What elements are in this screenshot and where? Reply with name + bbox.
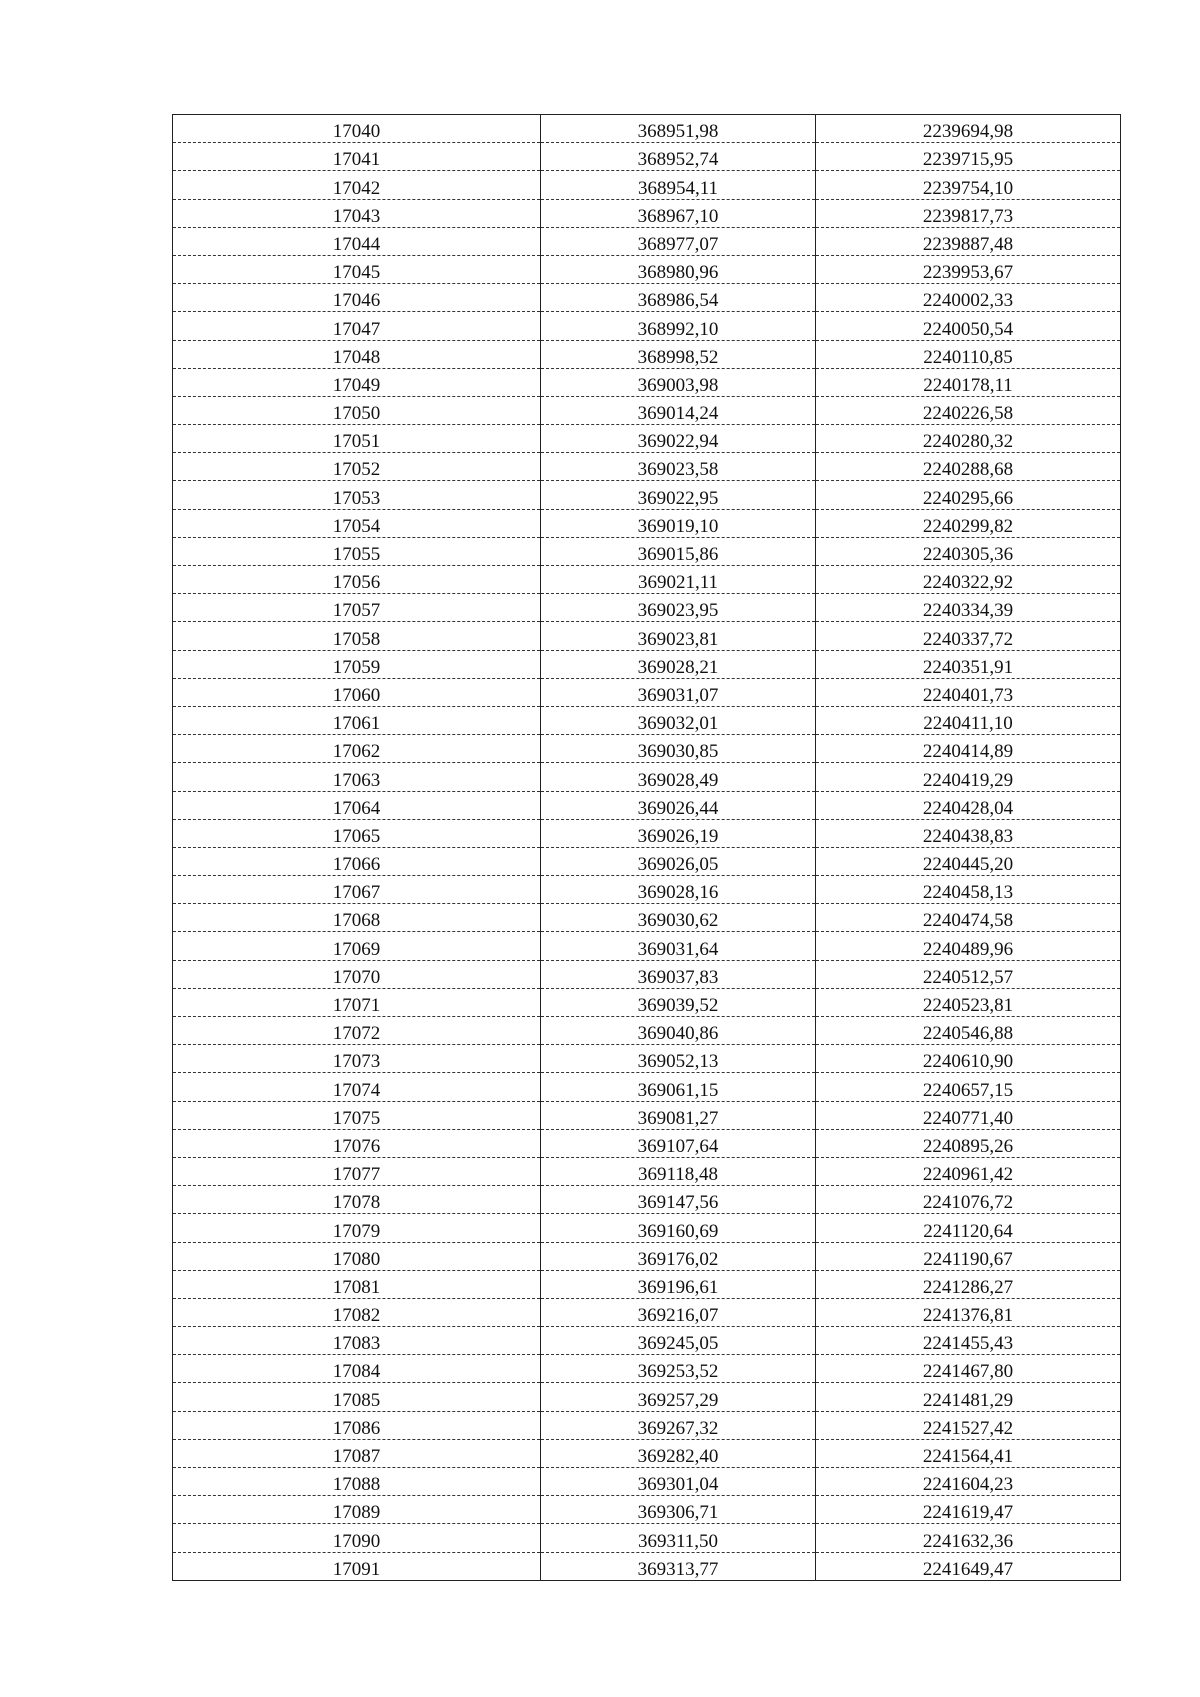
point-number-cell: 17048 [173, 340, 541, 368]
x-coordinate-cell: 368992,10 [541, 312, 816, 340]
point-number-cell: 17064 [173, 791, 541, 819]
y-coordinate-cell: 2240050,54 [816, 312, 1121, 340]
table-row [173, 594, 1121, 622]
y-coordinate-cell: 2239953,67 [816, 255, 1121, 283]
y-coordinate-cell: 2240226,58 [816, 396, 1121, 424]
x-coordinate-cell: 369196,61 [541, 1270, 816, 1298]
point-number-cell: 17071 [173, 988, 541, 1016]
point-number-cell: 17090 [173, 1524, 541, 1552]
table-row [173, 312, 1121, 340]
coordinates-table [172, 114, 1121, 1581]
table-row [173, 566, 1121, 594]
table-row [173, 1129, 1121, 1157]
x-coordinate-cell: 369313,77 [541, 1552, 816, 1580]
y-coordinate-cell: 2241649,47 [816, 1552, 1121, 1580]
point-number-cell: 17068 [173, 904, 541, 932]
y-coordinate-cell: 2240657,15 [816, 1073, 1121, 1101]
x-coordinate-cell: 369031,64 [541, 932, 816, 960]
point-number-cell: 17080 [173, 1242, 541, 1270]
table-row [173, 735, 1121, 763]
y-coordinate-cell: 2240337,72 [816, 622, 1121, 650]
table-row [173, 368, 1121, 396]
x-coordinate-cell: 369021,11 [541, 566, 816, 594]
point-number-cell: 17065 [173, 819, 541, 847]
y-coordinate-cell: 2239817,73 [816, 199, 1121, 227]
point-number-cell: 17057 [173, 594, 541, 622]
x-coordinate-cell: 368998,52 [541, 340, 816, 368]
point-number-cell: 17076 [173, 1129, 541, 1157]
x-coordinate-cell: 369030,62 [541, 904, 816, 932]
table-row [173, 1157, 1121, 1185]
x-coordinate-cell: 369023,81 [541, 622, 816, 650]
table-row [173, 171, 1121, 199]
y-coordinate-cell: 2241564,41 [816, 1439, 1121, 1467]
y-coordinate-cell: 2240401,73 [816, 678, 1121, 706]
y-coordinate-cell: 2240414,89 [816, 735, 1121, 763]
x-coordinate-cell: 369176,02 [541, 1242, 816, 1270]
table-row [173, 847, 1121, 875]
point-number-cell: 17041 [173, 143, 541, 171]
point-number-cell: 17079 [173, 1214, 541, 1242]
table-row [173, 255, 1121, 283]
x-coordinate-cell: 369081,27 [541, 1101, 816, 1129]
y-coordinate-cell: 2240523,81 [816, 988, 1121, 1016]
table-row [173, 932, 1121, 960]
y-coordinate-cell: 2240419,29 [816, 763, 1121, 791]
y-coordinate-cell: 2240178,11 [816, 368, 1121, 396]
point-number-cell: 17044 [173, 227, 541, 255]
table-row [173, 1439, 1121, 1467]
point-number-cell: 17051 [173, 425, 541, 453]
y-coordinate-cell: 2240438,83 [816, 819, 1121, 847]
y-coordinate-cell: 2239754,10 [816, 171, 1121, 199]
x-coordinate-cell: 369147,56 [541, 1186, 816, 1214]
y-coordinate-cell: 2240322,92 [816, 566, 1121, 594]
y-coordinate-cell: 2240288,68 [816, 453, 1121, 481]
point-number-cell: 17091 [173, 1552, 541, 1580]
point-number-cell: 17074 [173, 1073, 541, 1101]
y-coordinate-cell: 2240280,32 [816, 425, 1121, 453]
point-number-cell: 17053 [173, 481, 541, 509]
table-row [173, 1298, 1121, 1326]
x-coordinate-cell: 369257,29 [541, 1383, 816, 1411]
point-number-cell: 17089 [173, 1496, 541, 1524]
x-coordinate-cell: 369022,94 [541, 425, 816, 453]
point-number-cell: 17047 [173, 312, 541, 340]
x-coordinate-cell: 368954,11 [541, 171, 816, 199]
y-coordinate-cell: 2241376,81 [816, 1298, 1121, 1326]
point-number-cell: 17061 [173, 706, 541, 734]
point-number-cell: 17085 [173, 1383, 541, 1411]
point-number-cell: 17078 [173, 1186, 541, 1214]
point-number-cell: 17067 [173, 876, 541, 904]
y-coordinate-cell: 2240295,66 [816, 481, 1121, 509]
x-coordinate-cell: 369003,98 [541, 368, 816, 396]
x-coordinate-cell: 368980,96 [541, 255, 816, 283]
point-number-cell: 17086 [173, 1411, 541, 1439]
x-coordinate-cell: 369245,05 [541, 1327, 816, 1355]
y-coordinate-cell: 2240771,40 [816, 1101, 1121, 1129]
point-number-cell: 17055 [173, 537, 541, 565]
y-coordinate-cell: 2240961,42 [816, 1157, 1121, 1185]
table-row [173, 396, 1121, 424]
x-coordinate-cell: 369026,05 [541, 847, 816, 875]
point-number-cell: 17042 [173, 171, 541, 199]
table-row [173, 1468, 1121, 1496]
table-row [173, 1411, 1121, 1439]
x-coordinate-cell: 369028,16 [541, 876, 816, 904]
x-coordinate-cell: 369014,24 [541, 396, 816, 424]
y-coordinate-cell: 2240334,39 [816, 594, 1121, 622]
coordinates-table-body [173, 115, 1121, 1581]
point-number-cell: 17084 [173, 1355, 541, 1383]
x-coordinate-cell: 368951,98 [541, 115, 816, 143]
table-row [173, 876, 1121, 904]
y-coordinate-cell: 2241467,80 [816, 1355, 1121, 1383]
point-number-cell: 17077 [173, 1157, 541, 1185]
x-coordinate-cell: 368977,07 [541, 227, 816, 255]
x-coordinate-cell: 369052,13 [541, 1045, 816, 1073]
y-coordinate-cell: 2239694,98 [816, 115, 1121, 143]
x-coordinate-cell: 369118,48 [541, 1157, 816, 1185]
y-coordinate-cell: 2241190,67 [816, 1242, 1121, 1270]
table-row [173, 284, 1121, 312]
x-coordinate-cell: 369026,19 [541, 819, 816, 847]
y-coordinate-cell: 2241286,27 [816, 1270, 1121, 1298]
y-coordinate-cell: 2241481,29 [816, 1383, 1121, 1411]
x-coordinate-cell: 369019,10 [541, 509, 816, 537]
table-row [173, 509, 1121, 537]
x-coordinate-cell: 369301,04 [541, 1468, 816, 1496]
x-coordinate-cell: 369030,85 [541, 735, 816, 763]
point-number-cell: 17066 [173, 847, 541, 875]
point-number-cell: 17056 [173, 566, 541, 594]
x-coordinate-cell: 369023,58 [541, 453, 816, 481]
point-number-cell: 17040 [173, 115, 541, 143]
x-coordinate-cell: 369037,83 [541, 960, 816, 988]
point-number-cell: 17083 [173, 1327, 541, 1355]
table-row [173, 678, 1121, 706]
table-row [173, 1242, 1121, 1270]
x-coordinate-cell: 368952,74 [541, 143, 816, 171]
y-coordinate-cell: 2240299,82 [816, 509, 1121, 537]
y-coordinate-cell: 2241619,47 [816, 1496, 1121, 1524]
point-number-cell: 17059 [173, 650, 541, 678]
y-coordinate-cell: 2240411,10 [816, 706, 1121, 734]
y-coordinate-cell: 2241632,36 [816, 1524, 1121, 1552]
x-coordinate-cell: 369253,52 [541, 1355, 816, 1383]
table-row [173, 763, 1121, 791]
x-coordinate-cell: 369160,69 [541, 1214, 816, 1242]
x-coordinate-cell: 369022,95 [541, 481, 816, 509]
point-number-cell: 17087 [173, 1439, 541, 1467]
table-row [173, 650, 1121, 678]
y-coordinate-cell: 2240458,13 [816, 876, 1121, 904]
point-number-cell: 17052 [173, 453, 541, 481]
point-number-cell: 17075 [173, 1101, 541, 1129]
table-row [173, 340, 1121, 368]
table-row [173, 622, 1121, 650]
y-coordinate-cell: 2240002,33 [816, 284, 1121, 312]
table-row [173, 1101, 1121, 1129]
y-coordinate-cell: 2240474,58 [816, 904, 1121, 932]
table-row [173, 1383, 1121, 1411]
x-coordinate-cell: 369028,21 [541, 650, 816, 678]
y-coordinate-cell: 2241527,42 [816, 1411, 1121, 1439]
x-coordinate-cell: 368986,54 [541, 284, 816, 312]
table-row [173, 1327, 1121, 1355]
x-coordinate-cell: 369028,49 [541, 763, 816, 791]
point-number-cell: 17043 [173, 199, 541, 227]
y-coordinate-cell: 2240351,91 [816, 650, 1121, 678]
point-number-cell: 17069 [173, 932, 541, 960]
table-row [173, 1524, 1121, 1552]
table-row [173, 706, 1121, 734]
point-number-cell: 17054 [173, 509, 541, 537]
table-row [173, 1355, 1121, 1383]
x-coordinate-cell: 369311,50 [541, 1524, 816, 1552]
y-coordinate-cell: 2239715,95 [816, 143, 1121, 171]
table-row [173, 1496, 1121, 1524]
y-coordinate-cell: 2241604,23 [816, 1468, 1121, 1496]
table-row [173, 988, 1121, 1016]
point-number-cell: 17073 [173, 1045, 541, 1073]
y-coordinate-cell: 2241455,43 [816, 1327, 1121, 1355]
table-row [173, 1214, 1121, 1242]
table-row [173, 1073, 1121, 1101]
point-number-cell: 17049 [173, 368, 541, 396]
x-coordinate-cell: 369040,86 [541, 1017, 816, 1045]
y-coordinate-cell: 2241076,72 [816, 1186, 1121, 1214]
x-coordinate-cell: 368967,10 [541, 199, 816, 227]
point-number-cell: 17045 [173, 255, 541, 283]
x-coordinate-cell: 369023,95 [541, 594, 816, 622]
y-coordinate-cell: 2240895,26 [816, 1129, 1121, 1157]
y-coordinate-cell: 2240305,36 [816, 537, 1121, 565]
point-number-cell: 17082 [173, 1298, 541, 1326]
point-number-cell: 17072 [173, 1017, 541, 1045]
table-row [173, 115, 1121, 143]
y-coordinate-cell: 2239887,48 [816, 227, 1121, 255]
table-row [173, 453, 1121, 481]
point-number-cell: 17060 [173, 678, 541, 706]
y-coordinate-cell: 2240445,20 [816, 847, 1121, 875]
table-row [173, 1552, 1121, 1580]
table-row [173, 227, 1121, 255]
table-row [173, 1186, 1121, 1214]
y-coordinate-cell: 2240512,57 [816, 960, 1121, 988]
y-coordinate-cell: 2241120,64 [816, 1214, 1121, 1242]
point-number-cell: 17062 [173, 735, 541, 763]
table-row [173, 143, 1121, 171]
table-row [173, 1045, 1121, 1073]
x-coordinate-cell: 369061,15 [541, 1073, 816, 1101]
y-coordinate-cell: 2240110,85 [816, 340, 1121, 368]
point-number-cell: 17058 [173, 622, 541, 650]
y-coordinate-cell: 2240546,88 [816, 1017, 1121, 1045]
point-number-cell: 17070 [173, 960, 541, 988]
y-coordinate-cell: 2240489,96 [816, 932, 1121, 960]
x-coordinate-cell: 369026,44 [541, 791, 816, 819]
x-coordinate-cell: 369267,32 [541, 1411, 816, 1439]
x-coordinate-cell: 369306,71 [541, 1496, 816, 1524]
table-row [173, 199, 1121, 227]
table-row [173, 904, 1121, 932]
table-row [173, 1270, 1121, 1298]
x-coordinate-cell: 369039,52 [541, 988, 816, 1016]
x-coordinate-cell: 369107,64 [541, 1129, 816, 1157]
point-number-cell: 17081 [173, 1270, 541, 1298]
x-coordinate-cell: 369032,01 [541, 706, 816, 734]
x-coordinate-cell: 369031,07 [541, 678, 816, 706]
table-row [173, 481, 1121, 509]
table-row [173, 1017, 1121, 1045]
table-row [173, 819, 1121, 847]
point-number-cell: 17088 [173, 1468, 541, 1496]
x-coordinate-cell: 369015,86 [541, 537, 816, 565]
table-row [173, 791, 1121, 819]
y-coordinate-cell: 2240428,04 [816, 791, 1121, 819]
point-number-cell: 17063 [173, 763, 541, 791]
x-coordinate-cell: 369282,40 [541, 1439, 816, 1467]
table-row [173, 425, 1121, 453]
point-number-cell: 17046 [173, 284, 541, 312]
y-coordinate-cell: 2240610,90 [816, 1045, 1121, 1073]
table-row [173, 537, 1121, 565]
table-row [173, 960, 1121, 988]
x-coordinate-cell: 369216,07 [541, 1298, 816, 1326]
point-number-cell: 17050 [173, 396, 541, 424]
